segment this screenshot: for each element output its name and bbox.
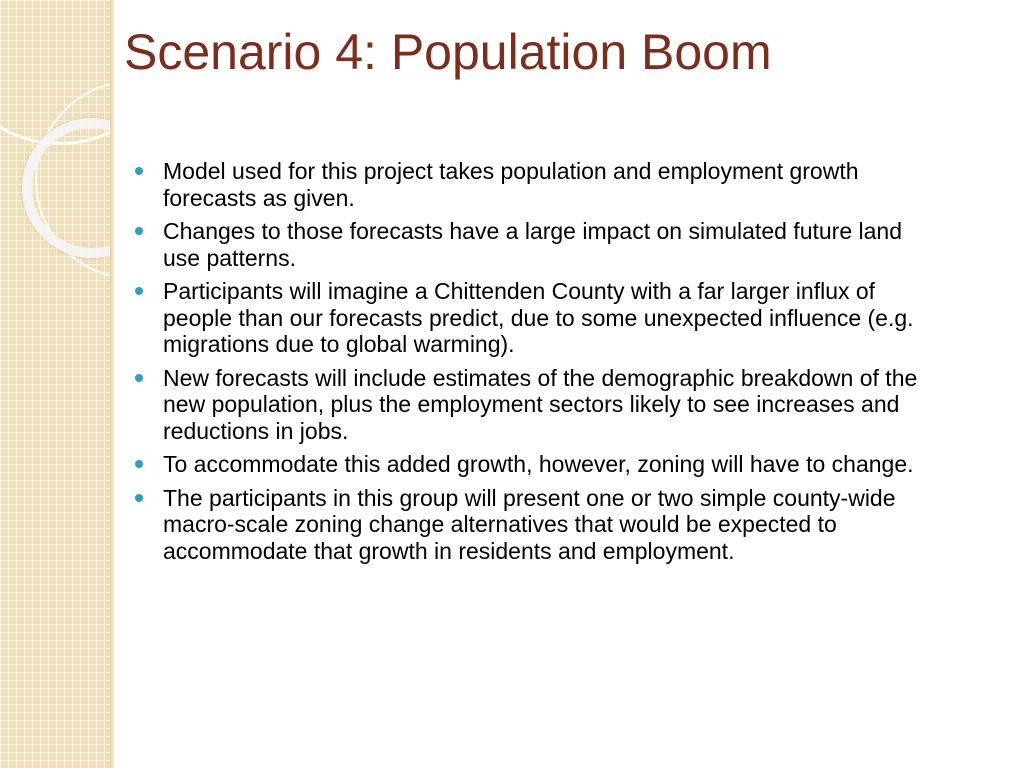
bullet-text: Model used for this project takes population and employment growth forecasts as given.: [163, 158, 859, 211]
bullet-text: To accommodate this added growth, however, zoning will have to change.: [163, 451, 914, 477]
bullet-item: [133, 485, 933, 565]
bullet-text: Changes to those forecasts have a large impact on simulated future land use patterns.: [163, 218, 902, 271]
bullet-text: New forecasts will include estimates of the demographic breakdown of the new population, plus the employment sectors likely to see increases and reductions in jobs.: [163, 364, 918, 444]
bullet-text: Participants will imagine a Chittenden County with a far larger influx of people than our forecasts predict, due to some unexpected influence (e.g. migrations due to global warming).: [163, 278, 914, 357]
decorative-side-bar: [0, 0, 113, 768]
bullet-icon: [135, 227, 143, 235]
bullet-list: [133, 158, 933, 571]
bullet-icon: [135, 374, 143, 382]
bullet-item: [133, 278, 933, 358]
bullet-text: The participants in this group will present one or two simple county-wide macro-scale zoning change alternatives that would be expected to accommodate that growth in residents and employment.: [163, 484, 896, 564]
bullet-item: [133, 158, 933, 211]
slide-title: Scenario 4: Population Boom: [124, 24, 772, 80]
bullet-item: [133, 365, 933, 445]
bullet-icon: [135, 287, 143, 295]
bullet-icon: [135, 494, 143, 502]
bullet-item: [133, 218, 933, 271]
bullet-icon: [135, 167, 143, 175]
side-bar-edge: [110, 0, 114, 768]
bullet-icon: [135, 460, 143, 468]
bullet-item: [133, 451, 933, 478]
